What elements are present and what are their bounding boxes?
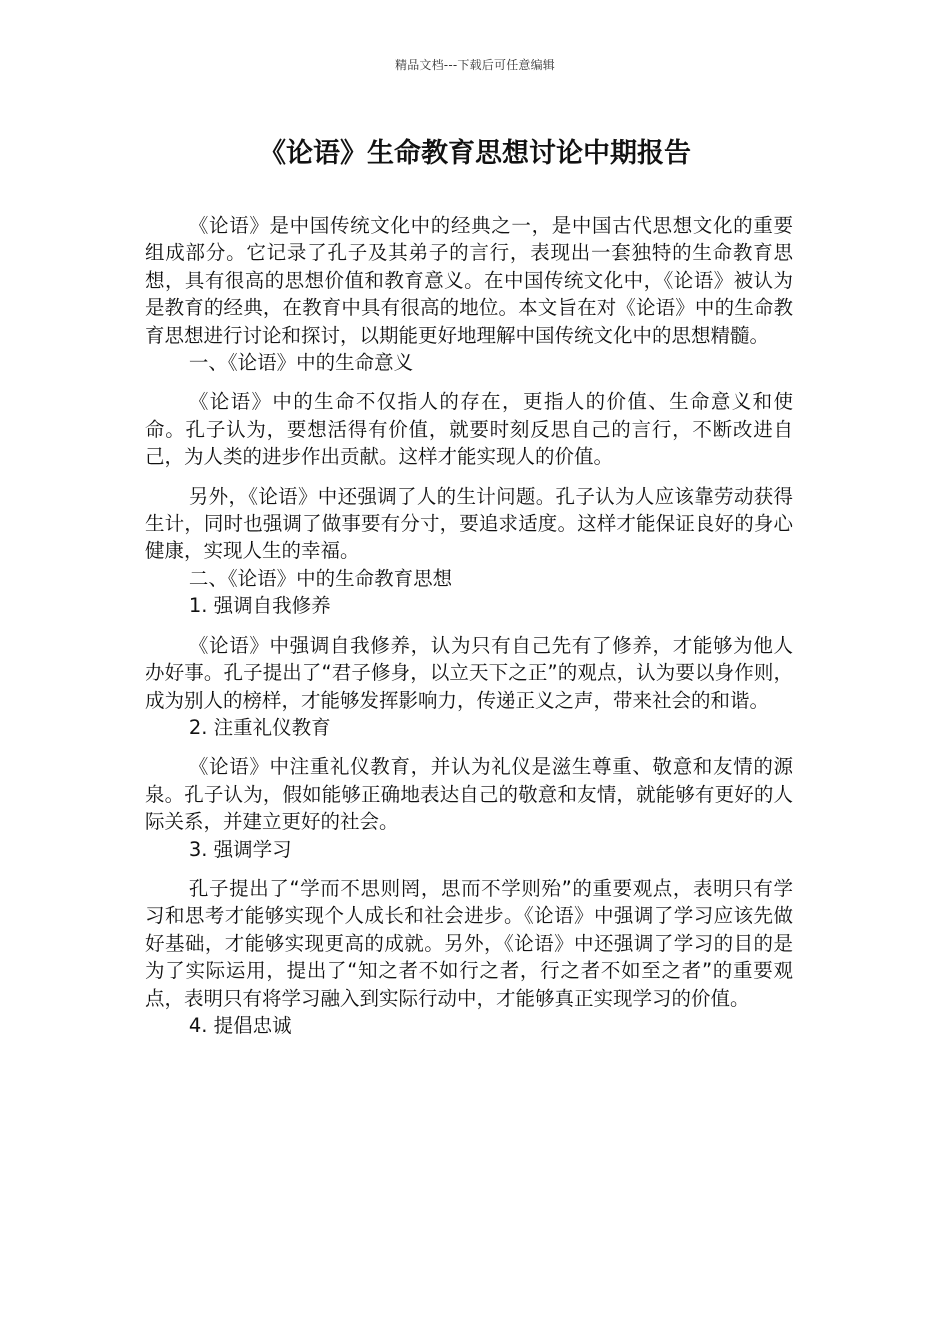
document-body: [145, 212, 793, 1039]
section-1-paragraph-1: 《论语》中的生命不仅指人的存在，更指人的价值、生命意义和使命。孔子认为，要想活得有价值，就要时刻反思自己的言行，不断改进自己，为人类的进步作出贡献。这样才能实现人的价值。: [145, 390, 793, 469]
section-2-heading: 二、《论语》中的生命教育思想: [188, 566, 453, 590]
subsection-3-heading: 3. 强调学习: [188, 837, 292, 861]
subsection-1-paragraph: 《论语》中强调自我修养，认为只有自己先有了修养，才能够为他人办好事。孔子提出了“君子修身，以立天下之正”的观点，认为要以身作则，成为别人的榜样，才能够发挥影响力，传递正义之声，带来社会的和谐。: [145, 633, 793, 712]
subsection-3-paragraph: 孔子提出了“学而不思则罔，思而不学则殆”的重要观点，表明只有学习和思考才能够实现个人成长和社会进步。《论语》中强调了学习应该先做好基础，才能够实现更高的成就。另外，《论语》中还强调了学习的目的是为了实际运用，提出了“知之者不如行之者，行之者不如至之者”的重要观点，表明只有将学习融入到实际行动中，才能够真正实现学习的价值。: [145, 876, 793, 1010]
subsection-1-heading: 1. 强调自我修养: [188, 594, 331, 618]
subsection-2-paragraph: 《论语》中注重礼仪教育，并认为礼仪是滋生尊重、敬意和友情的源泉。孔子认为，假如能够正确地表达自己的敬意和友情，就能够有更好的人际关系，并建立更好的社会。: [145, 755, 793, 834]
intro-paragraph: 《论语》是中国传统文化中的经典之一，是中国古代思想文化的重要组成部分。它记录了孔子及其弟子的言行，表现出一套独特的生命教育思想，具有很高的思想价值和教育意义。在中国传统文化中，《论语》被认为是教育的经典，在教育中具有很高的地位。本文旨在对《论语》中的生命教育思想进行讨论和探讨，以期能更好地理解中国传统文化中的思想精髓。: [145, 214, 793, 347]
section-1-paragraph-2: 另外，《论语》中还强调了人的生计问题。孔子认为人应该靠劳动获得生计，同时也强调了做事要有分寸，要追求适度。这样才能保证良好的身心健康，实现人生的幸福。: [145, 484, 793, 563]
subsection-2-heading: 2. 注重礼仪教育: [188, 715, 331, 739]
section-1-heading: 一、《论语》中的生命意义: [188, 351, 414, 375]
header-note: 精品文档---下载后可任意编辑: [395, 58, 555, 72]
subsection-4-heading: 4. 提倡忠诚: [188, 1013, 292, 1037]
document-title: 《论语》生命教育思想讨论中期报告: [259, 138, 691, 169]
